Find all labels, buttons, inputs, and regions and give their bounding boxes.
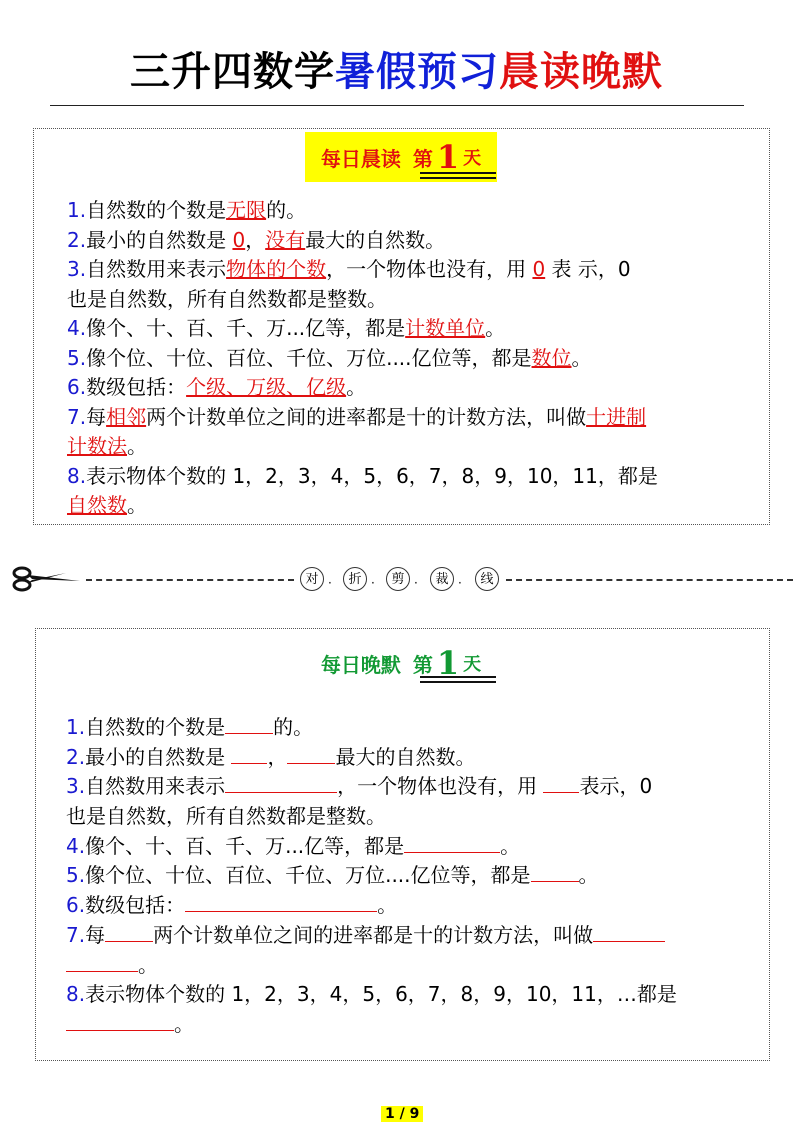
statement-text: 自然数用来表示 (85, 774, 226, 799)
morning-line-7 (67, 373, 658, 403)
statement-text: 。 (377, 893, 398, 918)
item-number: 5. (66, 863, 86, 888)
evening-line-11 (66, 1010, 677, 1040)
statement-text: 。 (578, 863, 599, 888)
item-number: 3. (66, 774, 86, 799)
evening-dictation-lines (66, 713, 677, 1040)
morning-line-8 (67, 403, 658, 433)
statement-text: 像个位、十位、百位、千位、万位....亿位等，都是 (86, 345, 532, 370)
answer-text: 0 (532, 257, 546, 281)
statement-text: 表 示，0 (545, 257, 631, 281)
title-part-preview: 暑假预习 (335, 48, 499, 95)
answer-text: 无限 (226, 198, 267, 222)
cut-dot: · (458, 576, 462, 590)
morning-day-prefix: 第 (412, 146, 433, 171)
statement-text: 的。 (273, 715, 314, 739)
cut-char-3: 剪 (386, 567, 410, 591)
answer-text: 十进制 (586, 404, 647, 429)
item-number: 8. (67, 463, 87, 488)
answer-blank (231, 745, 267, 764)
cut-dashes-left (86, 579, 294, 581)
evening-day-number: 1 (436, 644, 460, 682)
statement-text: 每 (85, 922, 106, 947)
answer-text: 计数单位 (405, 316, 486, 340)
morning-day-number: 1 (436, 138, 460, 176)
evening-day-prefix: 第 (412, 652, 433, 677)
morning-line-4 (67, 285, 658, 315)
answer-blank (531, 863, 579, 882)
morning-reading-lines (67, 196, 658, 521)
evening-line-2 (66, 743, 677, 773)
statement-text: 两个计数单位之间的进率都是十的计数方法，叫做 (153, 922, 594, 947)
answer-text: 自然数 (67, 493, 127, 517)
statement-text: 也是自然数，所有自然数都是整数。 (66, 804, 386, 829)
statement-text: ， (245, 227, 266, 252)
answer-text: 0 (232, 227, 246, 252)
statement-text: 像个位、十位、百位、千位、万位....亿位等，都是 (85, 863, 531, 888)
morning-line-9 (67, 432, 658, 462)
statement-text: 。 (571, 345, 592, 370)
statement-text: 表示物体个数的 1，2，3，4，5，6，7，8，9，10，11，都是 (86, 463, 658, 488)
statement-text: 。 (346, 375, 367, 399)
statement-text: 最大的自然数。 (305, 227, 446, 252)
item-number: 3. (67, 257, 87, 281)
morning-badge-label: 每日晨读 (320, 146, 401, 171)
evening-line-6 (66, 861, 677, 891)
answer-blank (287, 745, 335, 764)
title-part-reading: 晨读晚默 (499, 48, 663, 95)
item-number: 6. (66, 893, 86, 918)
evening-day-suffix: 天 (463, 654, 482, 675)
answer-text: 个级、万级、亿级 (186, 375, 347, 399)
statement-text: 像个、十、百、千、万...亿等，都是 (86, 316, 406, 340)
cut-dot: · (414, 576, 418, 590)
morning-line-2 (67, 226, 658, 256)
statement-text: 数级包括： (85, 893, 186, 918)
morning-day-suffix: 天 (463, 148, 482, 169)
morning-line-10 (67, 462, 658, 492)
answer-text: 数位 (531, 345, 572, 370)
item-number: 2. (67, 227, 87, 252)
answer-blank (404, 834, 500, 853)
statement-text: 。 (174, 1011, 194, 1036)
scissors-icon (10, 564, 84, 594)
statement-text: 自然数的个数是 (85, 715, 226, 739)
evening-line-5 (66, 832, 677, 862)
statement-text: 。 (127, 434, 147, 458)
statement-text: 数级包括： (86, 375, 187, 399)
item-number: 6. (67, 375, 87, 399)
statement-text: 每 (86, 404, 107, 429)
answer-text: 物体的个数 (226, 257, 327, 281)
evening-double-underline (420, 676, 496, 683)
item-number: 1. (66, 715, 86, 739)
cut-char-1: 对 (300, 567, 324, 591)
cut-char-5: 线 (475, 567, 499, 591)
statement-text: 最大的自然数。 (335, 744, 476, 769)
statement-text: ， (267, 744, 288, 769)
answer-blank (225, 715, 273, 734)
statement-text: ，一个物体也没有，用 (337, 774, 544, 799)
answer-text: 计数法 (67, 434, 127, 458)
item-number: 7. (66, 922, 86, 947)
item-number: 4. (67, 316, 87, 340)
statement-text: 自然数的个数是 (86, 198, 227, 222)
evening-line-4 (66, 802, 677, 832)
fold-cut-line (0, 560, 793, 600)
statement-text: ，一个物体也没有，用 (326, 257, 533, 281)
statement-text: 最小的自然数是 (85, 744, 232, 769)
morning-line-1 (67, 196, 658, 226)
title-part-grade: 三升四数学 (130, 48, 335, 95)
answer-blank (66, 953, 138, 972)
statement-text: 。 (138, 952, 158, 977)
statement-text: 。 (485, 316, 506, 340)
item-number: 1. (67, 198, 87, 222)
answer-text: 没有 (265, 227, 306, 252)
answer-text: 相邻 (106, 404, 147, 429)
evening-badge-label: 每日晚默 (320, 652, 401, 677)
answer-blank (105, 923, 153, 942)
answer-blank (225, 774, 337, 793)
statement-text: 表示物体个数的 1，2，3，4，5，6，7，8，9，10，11，…都是 (85, 982, 677, 1007)
item-number: 7. (67, 404, 87, 429)
evening-line-7 (66, 891, 677, 921)
cut-dot: · (328, 576, 332, 590)
item-number: 4. (66, 833, 86, 858)
statement-text: 。 (500, 833, 521, 858)
statement-text: 。 (127, 493, 147, 517)
evening-line-3 (66, 772, 677, 802)
statement-text: 的。 (266, 198, 307, 222)
morning-line-11 (67, 491, 658, 521)
answer-blank (543, 774, 579, 793)
cut-char-4: 裁 (430, 567, 454, 591)
page-number: 1 / 9 (381, 1106, 423, 1122)
item-number: 5. (67, 345, 87, 370)
statement-text: 自然数用来表示 (86, 257, 227, 281)
statement-text: 像个、十、百、千、万...亿等，都是 (85, 833, 405, 858)
statement-text: 最小的自然数是 (86, 227, 233, 252)
answer-blank (593, 923, 665, 942)
answer-blank (66, 1012, 174, 1031)
evening-line-1 (66, 713, 677, 743)
page-title (0, 44, 793, 100)
morning-line-3 (67, 255, 658, 285)
morning-line-6 (67, 344, 658, 374)
morning-line-5 (67, 314, 658, 344)
morning-double-underline (420, 172, 496, 179)
evening-line-10 (66, 980, 677, 1010)
evening-line-8 (66, 921, 677, 951)
title-divider (50, 105, 744, 106)
item-number: 2. (66, 744, 86, 769)
cut-char-2: 折 (343, 567, 367, 591)
cut-dashes-right (506, 579, 793, 581)
statement-text: 两个计数单位之间的进率都是十的计数方法，叫做 (146, 404, 587, 429)
statement-text: 也是自然数，所有自然数都是整数。 (67, 286, 387, 311)
cut-dot: · (371, 576, 375, 590)
evening-line-9 (66, 951, 677, 981)
answer-blank (185, 893, 377, 912)
item-number: 8. (66, 982, 86, 1007)
statement-text: 表示，0 (579, 774, 653, 799)
